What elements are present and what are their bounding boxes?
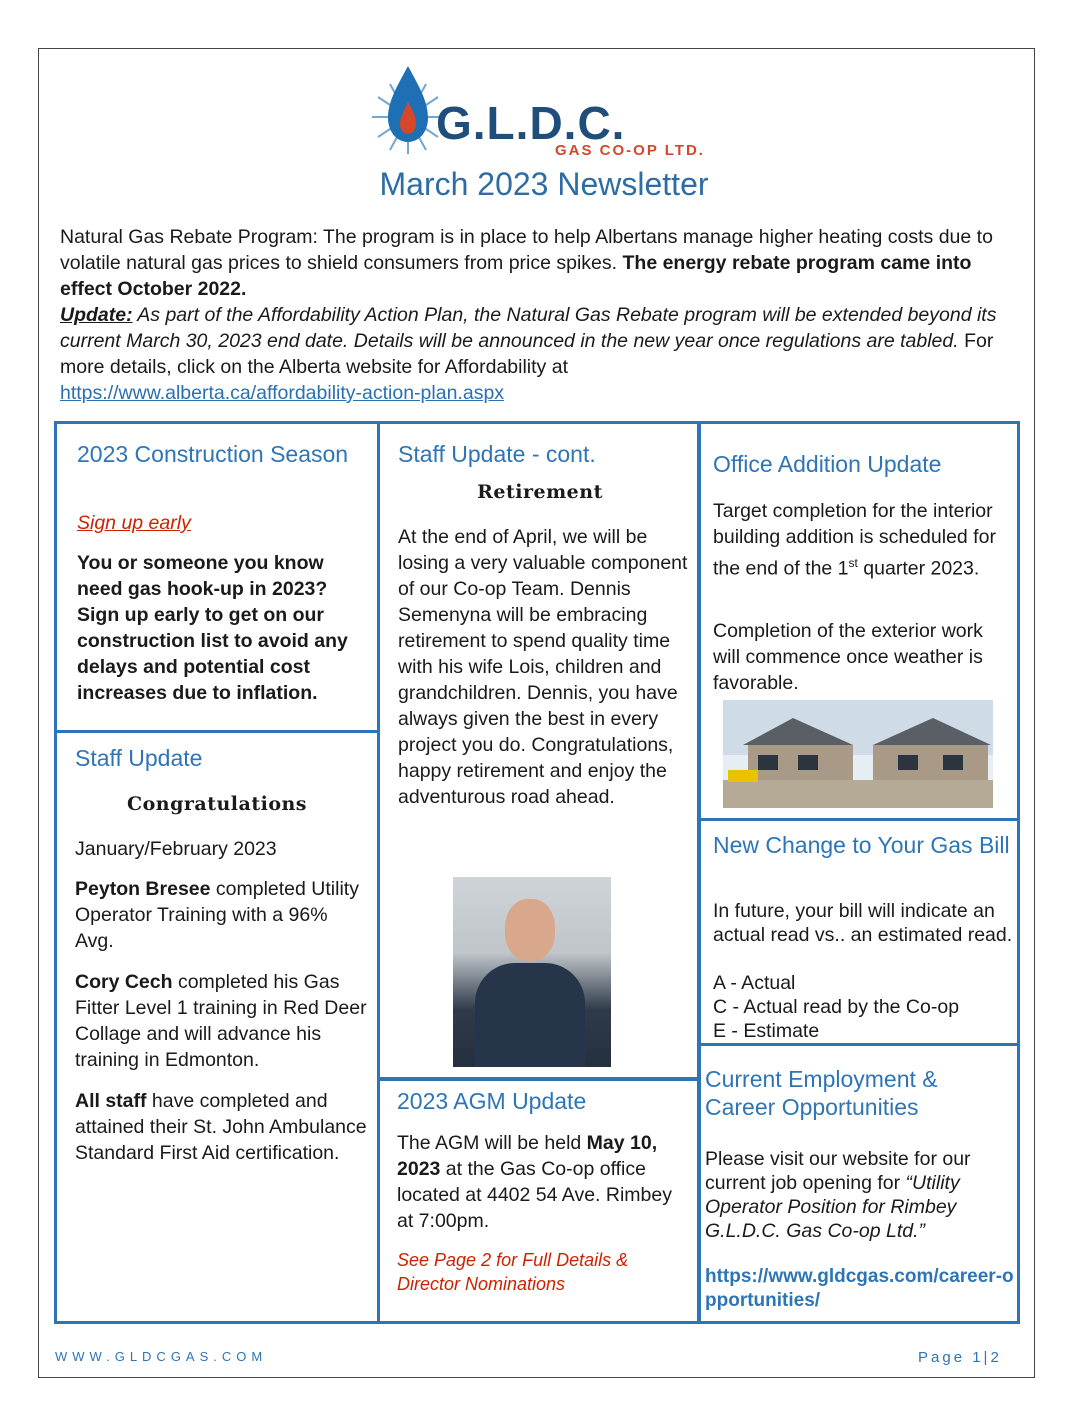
staff-update-box: [54, 730, 380, 1324]
staff-item-3: All staff have completed and attained their St. John Ambulance Standard First Aid certification.: [75, 1090, 367, 1164]
office-p1: Target completion for the interior building addition is scheduled for the end of the 1st quarter 2023.: [713, 500, 996, 580]
rebate-intro: [60, 224, 1020, 406]
footer-website[interactable]: WWW.GLDCGAS.COM: [55, 1349, 268, 1364]
retirement-body: At the end of April, we will be losing a very valuable component of our Co-op Team. Dennis Semenyna will be embracing retirement to spend quality time with his wife Lois, children and grandchildren. Dennis, you have always given the best in every project you do. Congratulations, happy retirement and enjoy the adventurous road ahead.: [398, 526, 688, 808]
rebate-heading: Natural Gas Rebate Program:: [60, 226, 318, 248]
construction-title: 2023 Construction Season: [77, 441, 349, 467]
bill-code-a: A - Actual: [713, 972, 796, 994]
logo-subtitle: GAS CO-OP LTD.: [555, 142, 705, 159]
staff-cont-title: Staff Update - cont.: [398, 441, 596, 467]
careers-link[interactable]: https://www.gldcgas.com/career-opportunities/: [705, 1266, 1014, 1311]
office-building-photo: [723, 700, 993, 808]
bill-code-c: C - Actual read by the Co-op: [713, 996, 960, 1018]
staff-update-title: Staff Update: [75, 745, 203, 771]
gas-bill-body: In future, your bill will indicate an actual read vs.. an estimated read.: [713, 900, 1013, 946]
agm-title: 2023 AGM Update: [397, 1088, 587, 1114]
staff-cont-box: [377, 421, 700, 1081]
gas-bill-box: [698, 818, 1020, 1046]
construction-box: [54, 421, 380, 733]
page-number: Page 1|2: [918, 1349, 1002, 1366]
office-title: Office Addition Update: [713, 451, 942, 477]
staff-item-2: Cory Cech completed his Gas Fitter Level 1 training in Red Deer Collage and will advance his training in Edmonton.: [75, 971, 367, 1071]
rebate-bold-text: The energy rebate program came into effect October 2022.: [60, 252, 972, 300]
bill-code-e: E - Estimate: [713, 1020, 820, 1042]
signup-link[interactable]: Sign up early: [77, 512, 191, 534]
agm-box: [377, 1077, 700, 1324]
staff-period: January/February 2023: [75, 838, 277, 860]
agm-note: See Page 2 for Full Details & Director Nominations: [397, 1250, 629, 1294]
employment-title: Current Employment & Career Opportunities: [705, 1066, 938, 1120]
office-p2: Completion of the exterior work will commence once weather is favorable.: [713, 620, 983, 694]
agm-body: The AGM will be held May 10, 2023 at the Gas Co-op office located at 4402 54 Ave. Rimbey at 7:00pm.: [397, 1132, 672, 1232]
update-text: As part of the Affordability Action Plan, the Natural Gas Rebate program will be extended beyond its current March 30, 2023 end date. Details will be announced in the new year once regulations are tabled.: [60, 304, 997, 352]
dennis-photo: [453, 877, 611, 1067]
staff-update-subtitle: Congratulations: [126, 793, 307, 815]
employment-box: [698, 1043, 1020, 1324]
newsletter-title: March 2023 Newsletter: [379, 166, 709, 202]
update-label: Update:: [60, 304, 133, 326]
retirement-subtitle: Retirement: [477, 481, 603, 503]
alberta-link[interactable]: https://www.alberta.ca/affordability-action-plan.aspx: [60, 382, 505, 404]
employment-body: Please visit our website for our current job opening for “Utility Operator Position for Rimbey G.L.D.C. Gas Co-op Ltd.”: [705, 1148, 971, 1242]
details-text: For more details, click on the Alberta website for Affordability at: [60, 330, 994, 378]
gas-bill-title: New Change to Your Gas Bill: [713, 832, 1010, 858]
bill-code-list: [713, 971, 959, 1043]
office-box: [698, 421, 1020, 821]
construction-body: You or someone you know need gas hook-up in 2023? Sign up early to get on our construction list to avoid any delays and potential cost increases due to inflation.: [77, 552, 348, 704]
logo-wordmark: G.L.D.C.: [436, 97, 626, 149]
rebate-text: The program is in place to help Albertans manage higher heating costs due to volatile natural gas prices to shield consumers from price spikes.: [60, 226, 993, 274]
staff-item-1: Peyton Bresee completed Utility Operator Training with a 96% Avg.: [75, 878, 359, 952]
